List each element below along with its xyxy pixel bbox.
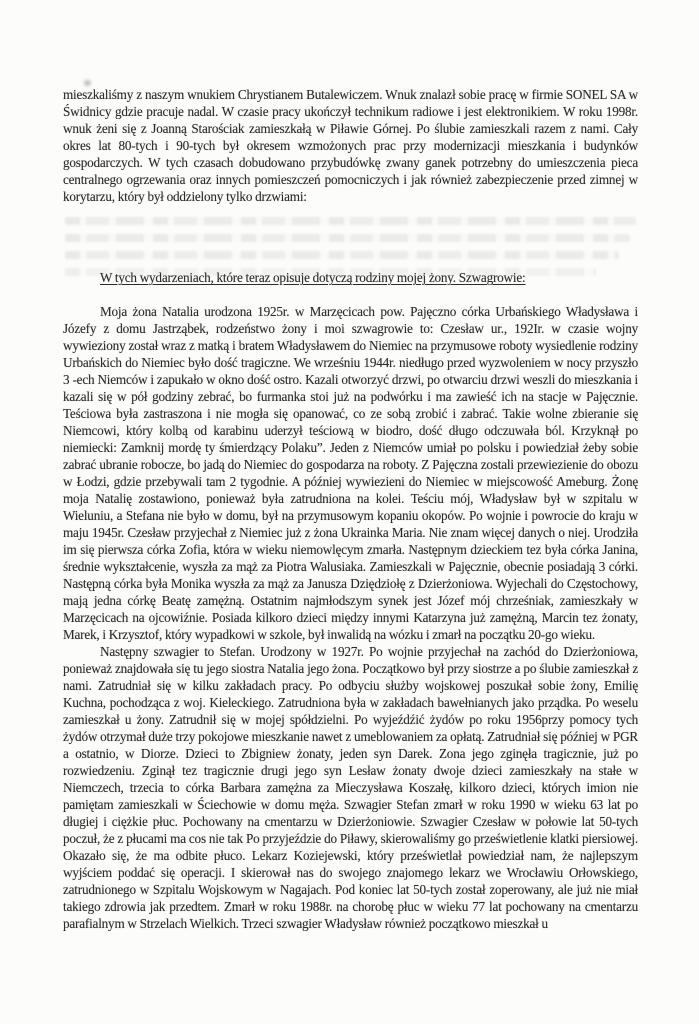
showthrough-line <box>65 217 636 225</box>
section-heading <box>63 269 638 286</box>
continued-paragraph: mieszkaliśmy z naszym wnukiem Chrystianem Butalewiczem. Wnuk znalazł sobie pracę w firmie SONEL SA w Świdnicy gdzie pracuje nadal. W czasie pracy ukończył technikum radiowe i jest elektronikiem. W roku 1998r. wnuk żeni się z Joanną Starościak zamieszkałą w Piławie Górnej. Po ślubie zamieszkali razem z nami. Cały okres lat 80-tych i 90-tych był okresem wzmożonych prac przy modernizacji mieszkania i budynków gospodarczych. W tych czasach dobudowano przybudówkę zwany ganek potrzebny do umieszczenia pieca centralnego ogrzewania oraz innych pomieszczeń pomocniczych i jak również zabezpieczenie przed zimnej w korytarzu, który był oddzielony tylko drzwiami: <box>63 87 638 204</box>
section-heading-text: W tych wydarzeniach, które teraz opisuje dotyczą rodziny mojej żony. Szwagrowie: <box>100 270 526 285</box>
showthrough-line <box>65 251 619 259</box>
body-text <box>63 303 638 932</box>
showthrough-line <box>65 234 630 242</box>
paragraph-wife-family: Moja żona Natalia urodzona 1925r. w Marzęcicach pow. Pajęczno córka Urbańskiego Władysława i Józefy z domu Jastrząbek, rodzeństwo żony i moi szwagrowie to: Czesław ur., 192Ir. w czasie wojny wywieziony został wraz z matką i bratem Władysławem do Niemiec na przymusowe roboty wysiedlenie rodziny Urbańskich do Niemiec było dość tragiczne. We wrześniu 1944r. niedługo przed wyzwoleniem w nocy przyszło 3 -ech Niemców i zapukało w okno dość ostro. Kazali otworzyć drzwi, po otwarciu drzwi weszli do mieszkania i kazali się w pół godziny zebrać, bo furmanka stoi już na podwórku i ma zawieść ich na stacje w Pajęcznie. Teściowa była zastraszona i nie mogła się opanować, co ze sobą zrobić i zabrać. Takie wolne zbieranie się Niemcowi, który kolbą od karabinu uderzył teściową w biodro, dość długo odczuwała ból. Krzyknął po niemiecki: Zamknij mordę ty śmierdzący Polaku”. Jeden z Niemców umiał po polsku i powiedział żeby sobie zabrać ubranie robocze, bo jadą do Niemiec do gospodarza na roboty. Z Pajęczna zostali przewiezienie do obozu w Łodzi, gdzie przebywali tam 2 tygodnie. A później wywiezieni do Niemiec w miejscowość Ameburg. Żonę moja Natalię zostawiono, ponieważ była zatrudniona na kolei. Teściu mój, Władysław był w szpitalu w Wieluniu, a Stefana nie było w domu, był na przymusowym kopaniu okopów. Po wojnie i powrocie do kraju w maju 1945r. Czesław przyjechał z Niemiec już z żona Ukrainka Maria. Nie znam więcej danych o niej. Urodziła im się pierwsza córka Zofia, która w wieku niemowlęcym zmarła. Następnym dzieckiem tez była córka Janina, średnie wykształcenie, wyszła za mąż za Piotra Walusiaka. Zamieszkali w Pajęcznie, obecnie posiadają 3 córki. Następną córka była Monika wyszła za mąż za Janusza Dziędziołę z Dzierżoniowa. Wyjechali do Częstochowy, mają jedna córkę Beatę zamężną. Ostatnim najmłodszym synek jest Józef mój chrześniak, zamieszkały w Marzęcicach na ojcowiźnie. Posiada kilkoro dzieci między innymi Katarzyna już zamężną, Marcin tez żonaty, Marek, i Krzysztof, który wypadkowi w szkole, był inwalidą na wózku i zmarł na początku 20-go wieku. <box>63 304 638 642</box>
paragraph-brother-in-law-stefan: Następny szwagier to Stefan. Urodzony w 1927r. Po wojnie przyjechał na zachód do Dzierżoniowa, ponieważ znajdowała się tu jego siostra Natalia jego żona. Początkowo był przy siostrze a po ślubie zamieszkał z nami. Zatrudniał się w kilku zakładach pracy. Po odbyciu służby wojskowej poszukał sobie żony, Emilię Kuchna, pochodząca z woj. Kieleckiego. Zatrudniona była w zakładach bawełnianych jako prządka. Po weselu zamieszkał u żony. Zatrudnił się w mojej spółdzielni. Po wyjeźdźić żydów po roku 1956przy pomocy tych żydów otrzymał duże trzy pokojowe mieszkanie nawet z umeblowaniem za opłatą. Zatrudniał się później w PGR a ostatnio, w Diorze. Dzieci to Zbigniew żonaty, jeden syn Darek. Zona jego zginęła tragicznie, już po rozwiedzeniu. Zginął tez tragicznie drugi jego syn Lesław żonaty dwoje dzieci zamieszkały na stałe w Niemczech, trzecia to córka Barbara zamężna za Mieczysława Koszałę, kilkoro dzieci, których imion nie pamiętam zamieszkali w Ściechowie w domu męża. Szwagier Stefan zmarł w roku 1990 w wieku 63 lat po długiej i ciężkie płuc. Pochowany na cmentarzu w Dzierżoniowie. Szwagier Czesław w połowie lat 50-tych poczuł, że z płucami ma cos nie tak Po przyjeździe do Piławy, skierowaliśmy go prześwietlenie klatki piersiowej. Okazało się, że ma odbite płuco. Lekarz Koziejewski, który prześwietlał powiedział nam, że najlepszym wyjściem poddać się operacji. I skierował nas do swojego znajomego lekarz we Wrocławiu Orłowskiego, zatrudnionego w Szpitalu Wojskowym w Nagajach. Pod koniec lat 50-tych został zoperowany, ale już nie miał takiego zdrowia jak przedtem. Zmarł w roku 1988r. na chorobę płuc w wieku 77 lat pochowany na cmentarzu parafialnym w Strzelach Wielkich. Trzeci szwagier Władysław również początkowo mieszkał u <box>63 644 638 931</box>
